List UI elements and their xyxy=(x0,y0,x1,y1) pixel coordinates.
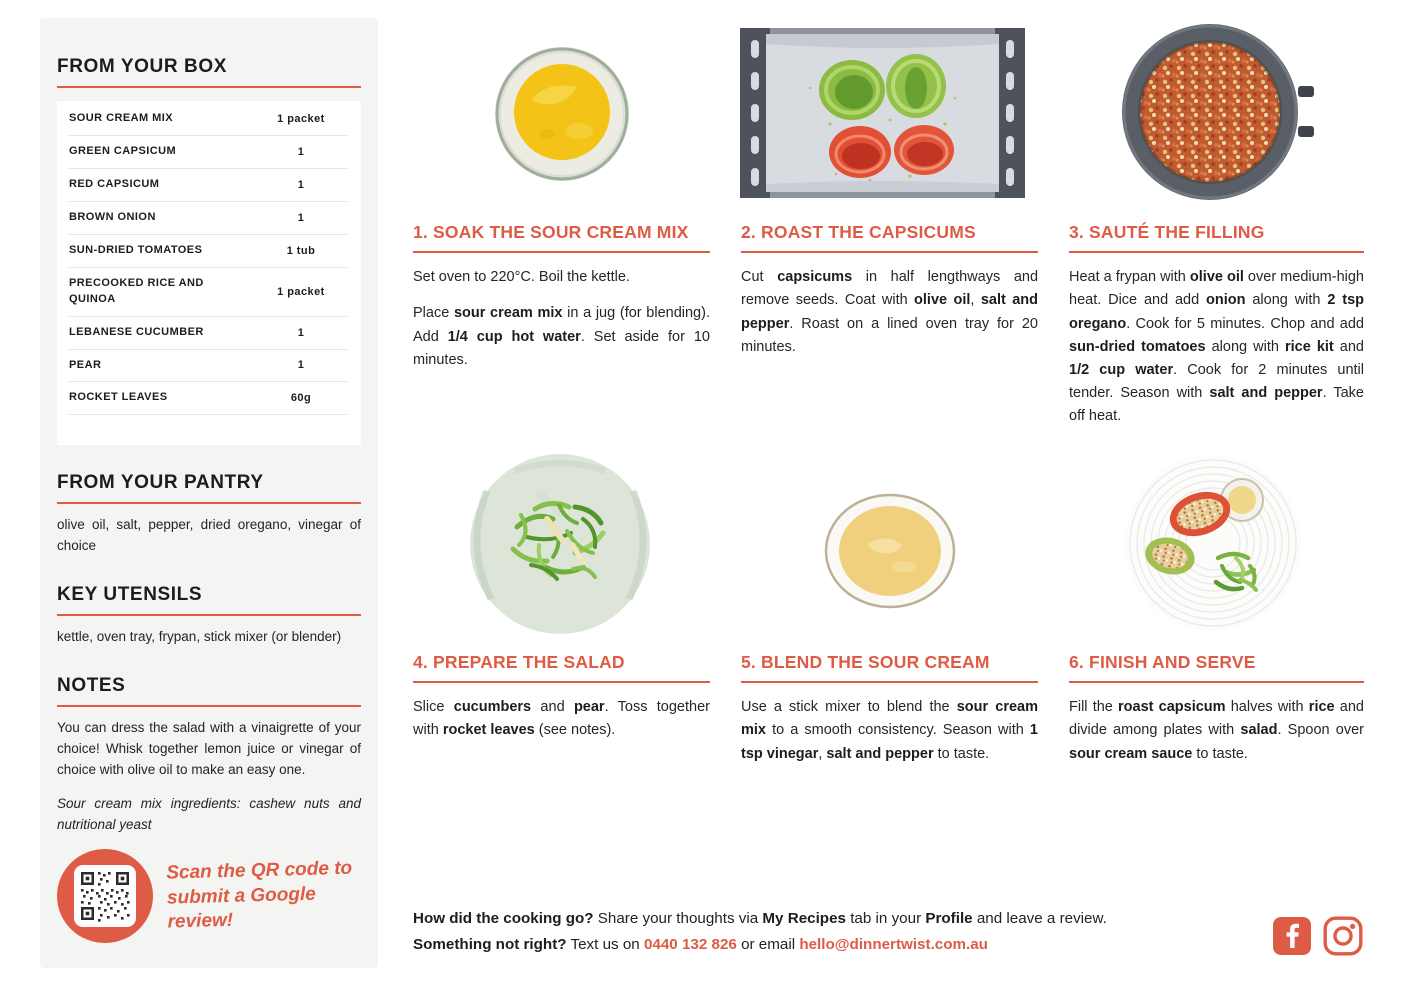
step-2-title: 2. ROAST THE CAPSICUMS xyxy=(741,222,1038,253)
ingredient-name: SUN-DRIED TOMATOES xyxy=(69,243,203,256)
google-review-qr-block xyxy=(57,848,363,944)
ingredient-qty: 1 xyxy=(297,359,305,372)
step-6-title: 6. FINISH AND SERVE xyxy=(1069,652,1364,683)
table-row xyxy=(69,202,347,235)
from-your-pantry-title: FROM YOUR PANTRY xyxy=(57,472,264,494)
ingredient-qty: 1 xyxy=(297,178,305,191)
ingredient-qty: 1 tub xyxy=(286,244,316,257)
ingredient-name: BROWN ONION xyxy=(69,210,156,223)
title-underline xyxy=(57,502,361,504)
title-underline xyxy=(57,705,361,707)
ingredient-qty: 60g xyxy=(290,392,312,405)
notes-title: NOTES xyxy=(57,675,126,697)
step-5-title: 5. BLEND THE SOUR CREAM xyxy=(741,652,1038,683)
step-1-paragraph: Set oven to 220°C. Boil the kettle. xyxy=(413,269,630,286)
step-5-paragraph: Use a stick mixer to blend the sour cream mix to a smooth consistency. Season with 1 tsp vinegar, salt and pepper to taste. xyxy=(741,699,1038,762)
ingredient-qty: 1 packet xyxy=(277,112,325,125)
footer xyxy=(413,906,1253,958)
pantry-section xyxy=(57,472,361,557)
table-row xyxy=(69,350,347,383)
step-5-photo-blended-sour-cream xyxy=(795,488,985,614)
ingredient-name: PEAR xyxy=(69,358,102,371)
notes-section xyxy=(57,675,361,836)
ingredient-qty: 1 packet xyxy=(277,285,325,298)
key-utensils-title: KEY UTENSILS xyxy=(57,584,203,606)
step-1-photo-soaked-mix-bowl xyxy=(413,28,710,200)
step-1 xyxy=(413,222,710,372)
step-6-paragraph: Fill the roast capsicum halves with rice and divide among plates with salad. Spoon over sour cream sauce to taste. xyxy=(1069,699,1364,762)
notes-text: You can dress the salad with a vinaigrette of your choice! Whisk together lemon juice or vinegar of choice with olive oil to make an easy one. xyxy=(57,720,361,777)
step-5 xyxy=(741,652,1038,766)
title-underline xyxy=(57,86,361,88)
ingredient-name: ROCKET LEAVES xyxy=(69,391,168,404)
step-4-photo-salad-bowl xyxy=(430,450,690,638)
pantry-text: olive oil, salt, pepper, dried oregano, vinegar of choice xyxy=(57,517,361,554)
title-underline xyxy=(57,614,361,616)
ingredient-qty: 1 xyxy=(297,145,305,158)
ingredient-qty: 1 xyxy=(297,326,305,339)
sidebar xyxy=(40,18,378,968)
step-2-paragraph: Cut capsicums in half lengthways and remove seeds. Coat with olive oil, salt and pepper. Roast on a lined oven tray for 20 minutes. xyxy=(741,269,1039,355)
ingredient-name: PRECOOKED RICE AND QUINOA xyxy=(69,276,204,305)
box-ingredients-table xyxy=(57,101,361,445)
footer-line-1: How did the cooking go? Share your thoughts via My Recipes tab in your Profile and leave a review. xyxy=(413,910,1107,927)
ingredient-name: GREEN CAPSICUM xyxy=(69,144,177,157)
table-row xyxy=(69,235,347,268)
table-row xyxy=(69,136,347,169)
utensils-section xyxy=(57,584,361,648)
table-row xyxy=(69,317,347,350)
ingredient-name: RED CAPSICUM xyxy=(69,177,160,190)
step-3-photo-frypan-filling xyxy=(1069,22,1364,202)
step-4-title: 4. PREPARE THE SALAD xyxy=(413,652,710,683)
footer-line-2[interactable]: Something not right? Text us on 0440 132 826 or email hello@dinnertwist.com.au xyxy=(413,936,988,954)
table-row xyxy=(69,268,347,317)
step-6-photo-finished-plate xyxy=(1118,450,1308,638)
step-3-title: 3. SAUTÉ THE FILLING xyxy=(1069,222,1364,253)
ingredient-qty: 1 xyxy=(297,211,305,224)
utensils-text: kettle, oven tray, frypan, stick mixer (or blender) xyxy=(57,629,342,645)
step-2-photo-capsicums-on-tray xyxy=(740,28,1025,198)
qr-caption: Scan the QR code to submit a Google review! xyxy=(166,857,353,933)
step-3 xyxy=(1069,222,1364,428)
facebook-icon[interactable] xyxy=(1273,917,1311,955)
step-6 xyxy=(1069,652,1364,766)
step-2 xyxy=(741,222,1038,359)
qr-code-icon xyxy=(57,848,153,944)
ingredient-name: LEBANESE CUCUMBER xyxy=(69,325,204,338)
instagram-icon[interactable] xyxy=(1323,916,1363,956)
step-3-paragraph: Heat a frypan with olive oil over medium-high heat. Dice and add onion along with 2 tsp oregano. Cook for 5 minutes. Chop and add sun-dried tomatoes along with rice kit and 1/2 cup water. Cook for 2 minutes until tender. Season with salt and pepper. Take off heat. xyxy=(1069,269,1364,425)
from-your-box-title: FROM YOUR BOX xyxy=(57,56,228,77)
step-4 xyxy=(413,652,710,743)
table-row xyxy=(69,169,347,202)
table-row xyxy=(69,103,347,136)
step-4-paragraph: Slice cucumbers and pear. Toss together with rocket leaves (see notes). xyxy=(413,699,710,739)
notes-italic-text: Sour cream mix ingredients: cashew nuts and nutritional yeast xyxy=(57,795,361,832)
ingredient-name: SOUR CREAM MIX xyxy=(69,112,174,124)
step-1-title: 1. SOAK THE SOUR CREAM MIX xyxy=(413,222,710,253)
table-row xyxy=(69,382,347,415)
step-1-paragraph: Place sour cream mix in a jug (for blending). Add 1/4 cup hot water. Set aside for 10 minutes. xyxy=(413,305,710,368)
social-links xyxy=(1273,916,1363,956)
